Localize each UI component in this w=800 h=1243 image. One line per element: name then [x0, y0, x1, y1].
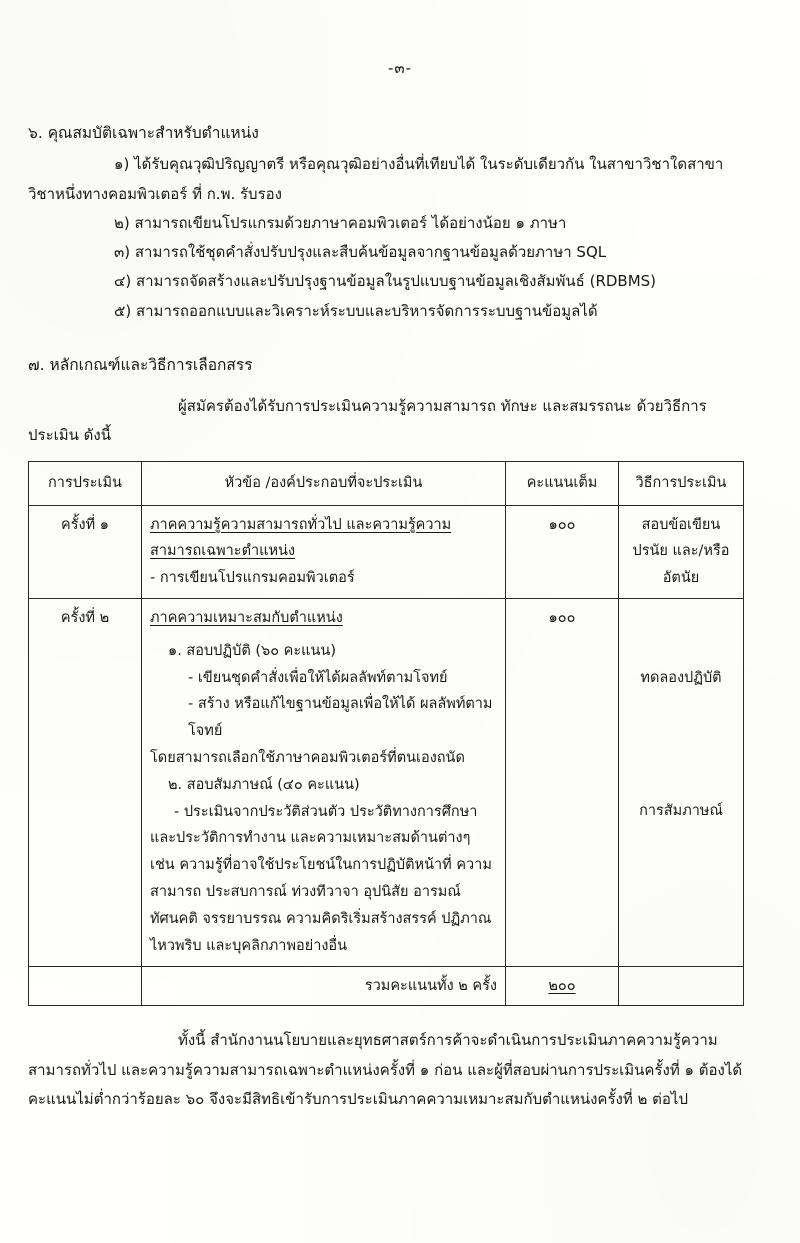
page-number: -๓- — [387, 59, 413, 77]
table-header-method: วิธีการประเมิน — [619, 461, 744, 505]
section-6-item-5: ๕) สามารถออกแบบและวิเคราะห์ระบบและบริหารจัดการระบบฐานข้อมูลได้ — [114, 301, 598, 320]
row1-method: สอบข้อเขียน ปรนัย และ/หรือ อัตนัย — [619, 505, 744, 598]
row1-assessment: ครั้งที่ ๑ — [29, 505, 142, 598]
closing-paragraph — [28, 1026, 744, 1114]
row2-assessment: ครั้งที่ ๒ — [29, 598, 142, 966]
row2-method-practical: ทดลองปฏิบัติ — [640, 669, 722, 686]
table-header-assessment: การประเมิน — [29, 461, 142, 505]
closing-text: ทั้งนี้ สำนักงานนโยบายและยุทธศาสตร์การค้าจะดำเนินการประเมินภาคความรู้ความสามารถทั่วไป และความรู้ความสามารถเฉพาะตำแหน่งครั้งที่ ๑ ก่อน และผู้ที่สอบผ่านการประเมินครั้งที่ ๑ ต้องได้คะแนนไม่ต่ำกว่าร้อยละ ๖๐ จึงจะมีสิทธิเข้ารับการประเมินภาคความเหมาะสมกับตำแหน่งครั้งที่ ๒ ต่อไป — [28, 1031, 743, 1108]
row1-topic-line-1: - การเขียนโปรแกรมคอมพิวเตอร์ — [150, 570, 355, 587]
total-blank-cell — [29, 966, 142, 1006]
table-header-row — [29, 461, 744, 505]
row2-topic-line-5: ๒. สอบสัมภาษณ์ (๔๐ คะแนน) — [168, 776, 360, 793]
row2-method — [619, 598, 744, 966]
row2-topic-line-3: - สร้าง หรือแก้ไขฐานข้อมูลเพื่อให้ได้ ผลลัพท์ตามโจทย์ — [188, 696, 493, 740]
row2-method-interview: การสัมภาษณ์ — [639, 802, 723, 819]
section-6-heading: ๖. คุณสมบัติเฉพาะสำหรับตำแหน่ง — [28, 124, 259, 142]
row2-topic-title: ภาคความเหมาะสมกับตำแหน่ง — [150, 609, 343, 626]
row1-topic-title: ภาคความรู้ความสามารถทั่วไป และความรู้ความสามารถเฉพาะตำแหน่ง — [150, 516, 452, 560]
table-row — [29, 505, 744, 598]
total-score — [506, 966, 619, 1006]
row2-topic-line-4: โดยสามารถเลือกใช้ภาษาคอมพิวเตอร์ที่ตนเองถนัด — [150, 750, 465, 766]
section-6-item-3: ๓) สามารถใช้ชุดคำสั่งปรับปรุงและสืบค้นข้อมูลจากฐานข้อมูลด้วยภาษา SQL — [114, 243, 607, 262]
section-7-heading: ๗. หลักเกณฑ์และวิธีการเลือกสรร — [28, 355, 253, 374]
section-7-intro: ผู้สมัครต้องได้รับการประเมินความรู้ความสามารถ ทักษะ และสมรรถนะ ด้วยวิธีการประเมิน ดังนี้ — [28, 397, 707, 445]
row2-score: ๑๐๐ — [506, 598, 619, 966]
row2-topic — [142, 598, 506, 966]
row1-topic — [142, 505, 506, 598]
table-header-score: คะแนนเต็ม — [506, 461, 619, 505]
table-row — [29, 598, 744, 966]
table-header-topic: หัวข้อ /องค์ประกอบที่จะประเมิน — [142, 461, 506, 505]
total-method-blank — [619, 966, 744, 1006]
total-score-value: ๒๐๐ — [548, 977, 576, 994]
total-label: รวมคะแนนทั้ง ๒ ครั้ง — [142, 966, 506, 1006]
section-6-item-1: ๑) ได้รับคุณวุฒิปริญญาตรี หรือคุณวุฒิอย่างอื่นที่เทียบได้ ในระดับเดียวกัน ในสาขาวิชาใดสาขาวิชาหนึ่งทางคอมพิวเตอร์ ที่ ก.พ. รับรอง — [28, 155, 724, 203]
section-6-item-4: ๔) สามารถจัดสร้างและปรับปรุงฐานข้อมูลในรูปแบบฐานข้อมูลเชิงสัมพันธ์ (RDBMS) — [114, 272, 657, 291]
row1-score: ๑๐๐ — [506, 505, 619, 598]
assessment-table — [28, 461, 744, 1007]
row2-topic-line-2: - เขียนชุดคำสั่งเพื่อให้ได้ผลลัพท์ตามโจทย์ — [188, 669, 448, 686]
row2-topic-line-1: ๑. สอบปฏิบัติ (๖๐ คะแนน) — [168, 642, 336, 659]
table-total-row — [29, 966, 744, 1006]
section-6-item-2: ๒) สามารถเขียนโปรแกรมด้วยภาษาคอมพิวเตอร์ ได้อย่างน้อย ๑ ภาษา — [114, 213, 567, 232]
document-content — [0, 120, 800, 1114]
row2-topic-line-6: - ประเมินจากประวัติส่วนตัว ประวัติทางการศึกษา และประวัติการทำงาน และความเหมาะสมด้านต่างๆ เช่น ความรู้ที่อาจใช้ประโยชน์ในการปฏิบัติหน้าที่ ความสามารถ ประสบการณ์ ท่วงทีวาจา อุปนิสัย อารมณ์ ทัศนคติ จรรยาบรรณ ความคิดริเริ่มสร้างสรรค์ ปฏิภาณ ไหวพริบ และบุคลิกภาพอย่างอื่น — [150, 803, 492, 954]
